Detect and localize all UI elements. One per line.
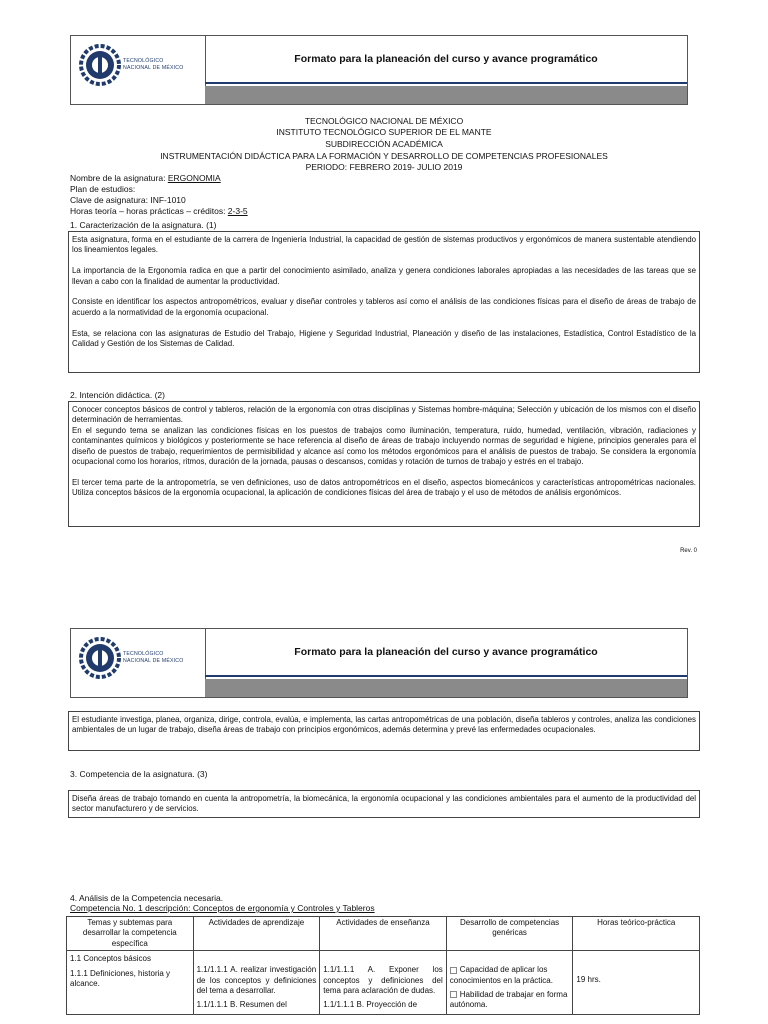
institution-line-4: INSTRUMENTACIÓN DIDÁCTICA PARA LA FORMACIÓN Y DESARROLLO DE COMPETENCIAS PROFESIONALES: [160, 151, 608, 161]
header-band: [205, 679, 687, 697]
course-name-label: Nombre de la asignatura:: [70, 173, 168, 183]
section1-paragraph-4: Esta, se relaciona con las asignaturas de Estudio del Trabajo, Higiene y Seguridad Industrial, Planeación y diseño de las instalaciones, Estadística, Control Estadístico de la Calidad y Gestión de los Sistemas de Calidad.: [72, 328, 696, 349]
section1-paragraph-2: La importancia de la Ergonomía radica en que a partir del conocimiento asimilado, analiza y genera condiciones laborales apropiadas a las necesidades de las tareas que se llevan a cabo con la finalidad de aumentar la productividad.: [72, 266, 696, 286]
teaching-activity-b: 1.1/1.1.1 B. Proyección de: [323, 1000, 418, 1010]
logo-text: [123, 651, 183, 665]
subtopic-item: 1.1.1 Definiciones, historia y alcance.: [70, 968, 171, 989]
column-header: Actividades de enseñanza: [320, 917, 447, 951]
section1-paragraph-3: Consiste en identificar los aspectos antropométricos, evaluar y diseñar controles y tableros así como el análisis de las condiciones físicas para el diseño de áreas de trabajo de acuerdo a la normatividad de la ergonomía ocupacional.: [72, 297, 696, 317]
section2-heading: 2. Intención didáctica. (2): [70, 390, 165, 400]
subtopic-title: 1.1 Conceptos básicos: [70, 954, 151, 964]
competencia-label: Competencia No. 1 descripción: Conceptos de ergonomía y Controles y Tableros: [70, 903, 375, 913]
table-cell: [193, 951, 320, 1015]
institution-line-2: INSTITUTO TECNOLÓGICO SUPERIOR DE EL MANTE: [276, 127, 492, 137]
generic-competency-text: Habilidad de trabajar en forma autónoma.: [449, 990, 568, 1010]
checkbox-icon: [450, 991, 457, 998]
section3-box: Diseña áreas de trabajo tomando en cuenta la antropometría, la biomecánica, la ergonomía ocupacional y las condiciones ambientales para el aumento de la productividad del sector manufacturero y de servicios.: [68, 790, 700, 818]
form-title: Formato para la planeación del curso y avance programático: [294, 53, 598, 65]
form-title: Formato para la planeación del curso y avance programático: [294, 646, 598, 658]
hours-line: [70, 206, 248, 217]
logo-line-2: NACIONAL DE MÉXICO: [123, 658, 184, 664]
column-header: Desarrollo de competencias genéricas: [446, 917, 573, 951]
checkbox-icon: [450, 967, 457, 974]
section4-heading: 4. Análisis de la Competencia necesaria.: [70, 893, 224, 903]
learning-activity-a: 1.1/1.1.1 A. realizar investigación de los conceptos y definiciones del tema a desarrollar.: [196, 965, 317, 996]
table-cell: [67, 951, 194, 1015]
teaching-activity-a: 1.1/1.1.1 A. Exponer los conceptos y definiciones del tema para aclaración de dudas.: [323, 965, 443, 996]
hours-label: Horas teoría – horas prácticas – créditos:: [70, 206, 228, 216]
generic-competency-text: Capacidad de aplicar los conocimientos en la práctica.: [449, 965, 553, 985]
course-name-value: ERGONOMIA: [167, 173, 221, 183]
logo-text: [123, 58, 183, 72]
gear-seal-icon: [79, 44, 121, 86]
institution-logo: [71, 36, 206, 104]
institution-line-1: TECNOLÓGICO NACIONAL DE MÉXICO: [304, 116, 464, 126]
period-line: PERIODO: FEBRERO 2019- JULIO 2019: [305, 162, 463, 172]
form-header-page-2: [70, 628, 688, 698]
table-cell: [446, 951, 573, 1015]
section1-box: [68, 231, 700, 373]
section3-heading: 3. Competencia de la asignatura. (3): [70, 769, 208, 779]
column-header: Actividades de aprendizaje: [193, 917, 320, 951]
header-band: [205, 86, 687, 104]
header-rule: [205, 82, 687, 84]
course-name-line: [70, 173, 221, 184]
logo-line-1: TECNOLÓGICO: [123, 651, 164, 657]
section1-heading: 1. Caracterización de la asignatura. (1): [70, 220, 217, 230]
header-rule: [205, 675, 687, 677]
section1-paragraph-1: Esta asignatura, forma en el estudiante de la carrera de Ingeniería Industrial, la capacidad de gestión de sistemas productivos y ergonómicos de manera sustentable atendiendo los lineamientos legales.: [72, 235, 696, 255]
learning-activity-b: 1.1/1.1.1 B. Resumen del: [196, 1000, 287, 1010]
section2-paragraph-3: El tercer tema parte de la antropometría, se ven definiciones, uso de datos antropométricos en el diseño, aspectos biomecánicos y características antropométricas nacionales. Utiliza conceptos básicos de la ergonomía ocupacional, la aplicación de condiciones físicas del área de trabajo y el uso de métodos de análisis ergonómicos.: [72, 477, 696, 498]
hours-value: 2-3-5: [227, 206, 248, 216]
column-header: Temas y subtemas para desarrollar la competencia específica: [67, 917, 194, 951]
generic-competency: [450, 990, 570, 1011]
section2-box: [68, 401, 700, 527]
table-row: [67, 951, 700, 1015]
competency-table: [66, 916, 700, 1015]
institution-line-3: SUBDIRECCIÓN ACADÉMICA: [325, 139, 443, 149]
table-header-row: [67, 917, 700, 951]
column-header: Horas teórico-práctica: [573, 917, 700, 951]
logo-line-2: NACIONAL DE MÉXICO: [123, 65, 184, 71]
logo-line-1: TECNOLÓGICO: [123, 58, 164, 64]
course-key: Clave de asignatura: INF-1010: [70, 195, 186, 205]
hours-cell: 19 hrs.: [573, 951, 700, 1015]
section2-paragraph-1: Conocer conceptos básicos de control y tableros, relación de la ergonomía con otras disciplinas y Sistemas hombre-máquina; Selección y ubicación de los mismos con el diseño determinación de herramientas.: [72, 405, 696, 425]
revision-label: Rev. 0: [680, 548, 697, 554]
section2-paragraph-2: En el segundo tema se analizan las condiciones físicas en los puestos de trabajos como iluminación, temperatura, ruido, humedad, ventilación, vibración, radiaciones y contaminantes químicos y biológicos y posteriormente se hace referencia al diseño de áreas de trabajo incluyendo normas de seguridad e higiene, principios generales para el diseño de puestos de trabajo, requerimientos de permisibilidad y alcance así como los métodos ergonómicos para el análisis de puestos de trabajo. Se considera la ergonomía ocupacional como los horarios, ritmos, duración de la jornada, pausas o descansos, comidas y rotación de turnos de trabajo y estrés en el trabajo.: [72, 425, 696, 467]
table-cell: [320, 951, 447, 1015]
form-header: [70, 35, 688, 105]
gear-seal-icon: [79, 637, 121, 679]
institution-logo: [71, 629, 206, 697]
plan-label: Plan de estudios:: [70, 184, 136, 194]
generic-competency: [450, 965, 570, 986]
continuation-box: El estudiante investiga, planea, organiza, dirige, controla, evalúa, e implementa, las cartas antropométricas de una población, diseña tableros y controles, analiza las condiciones ambientales de un lugar de trabajo, diseña áreas de trabajo con principios ergonómicos, además determina y prevé las enfermedades ocupacionales.: [68, 711, 700, 751]
